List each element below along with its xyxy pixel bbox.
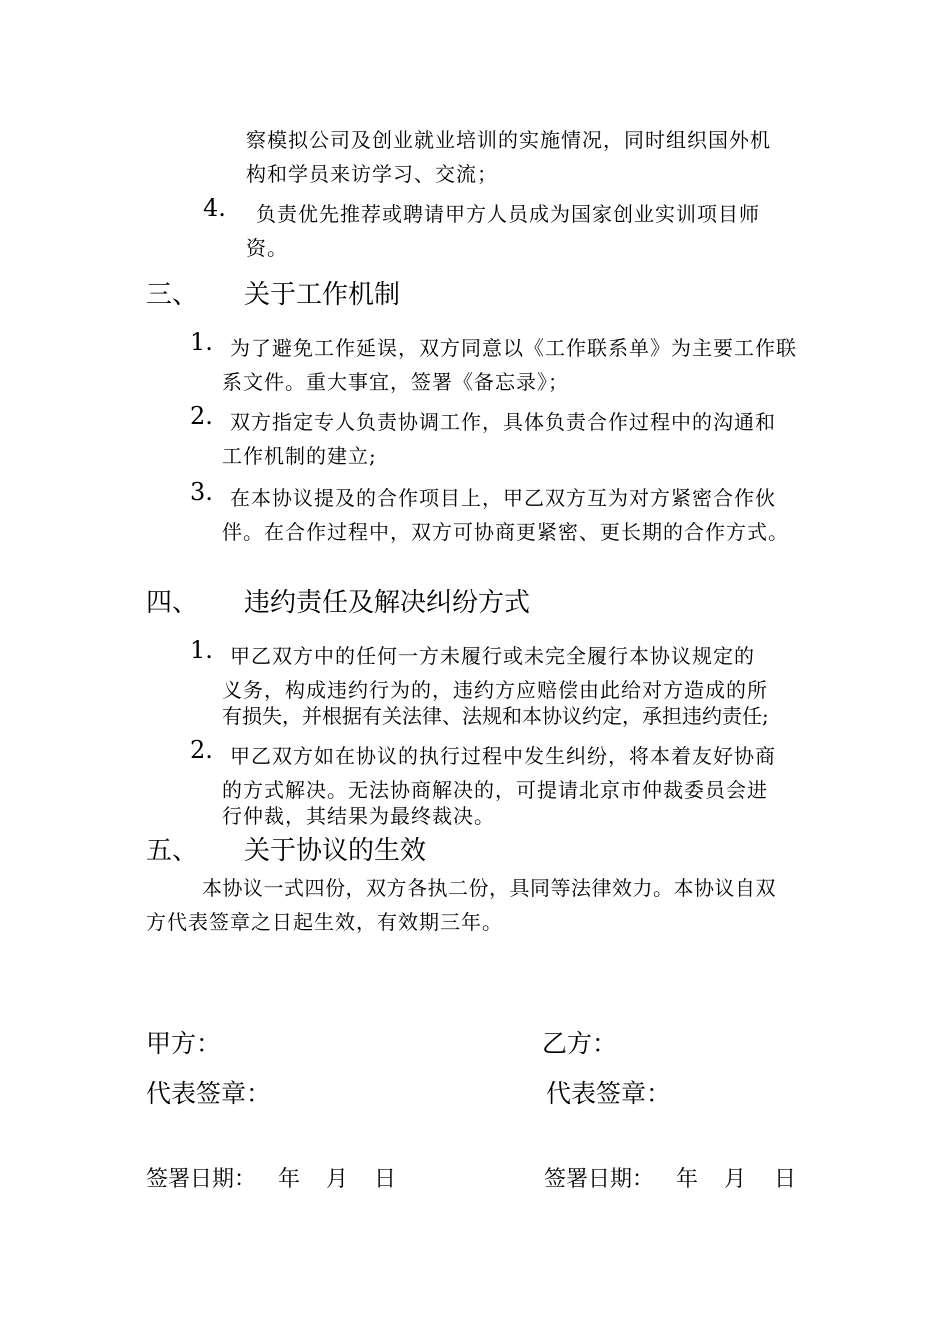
- section-5-line-1: 本协议一式四份，双方各执二份，具同等法律效力。本协议自双: [202, 876, 776, 900]
- s3-item-3-number: 3.: [190, 478, 213, 506]
- date-a-year: 年: [278, 1167, 301, 1192]
- s4-item-2-line-3: 行仲裁，其结果为最终裁决。: [222, 804, 495, 828]
- s4-item-2-number: 2.: [190, 736, 213, 764]
- date-b-month: 月: [724, 1167, 747, 1192]
- section-5-title: 关于协议的生效: [244, 836, 427, 866]
- s4-item-1-line-1: 甲乙双方中的任何一方未履行或未完全履行本协议规定的: [230, 644, 755, 668]
- item-4-line-1: 负责优先推荐或聘请甲方人员成为国家创业实训项目师: [256, 202, 760, 226]
- s3-item-1-line-2: 系文件。重大事宜，签署《备忘录》；: [222, 370, 569, 394]
- s3-item-3-line-1: 在本协议提及的合作项目上，甲乙双方互为对方紧密合作伙: [230, 486, 776, 510]
- signing-date-a-label: 签署日期：: [146, 1167, 257, 1192]
- intro-line-2: 构和学员来访学习、交流；: [246, 162, 498, 186]
- representative-signature-a-label: 代表签章：: [146, 1079, 272, 1108]
- section-4-number: 四、: [146, 588, 199, 618]
- date-b-year: 年: [676, 1167, 699, 1192]
- s3-item-3-line-2: 伴。在合作过程中，双方可协商更紧密、更长期的合作方式。: [222, 520, 789, 544]
- item-4-line-2: 资。: [246, 236, 288, 260]
- date-a-day: 日: [374, 1167, 397, 1192]
- s4-item-1-line-2: 义务，构成违约行为的，违约方应赔偿由此给对方造成的所: [222, 678, 768, 702]
- item-4-number: 4.: [203, 194, 226, 222]
- section-5-number: 五、: [146, 836, 199, 866]
- intro-line-1: 察模拟公司及创业就业培训的实施情况，同时组织国外机: [246, 128, 771, 152]
- s3-item-1-number: 1.: [190, 328, 213, 356]
- s3-item-1-line-1: 为了避免工作延误，双方同意以《工作联系单》为主要工作联: [230, 336, 797, 360]
- signing-date-b-label: 签署日期：: [544, 1167, 655, 1192]
- s4-item-2-line-2: 的方式解决。无法协商解决的，可提请北京市仲裁委员会进: [222, 778, 768, 802]
- party-a-label: 甲方：: [146, 1029, 222, 1058]
- s3-item-2-line-2: 工作机制的建立;: [222, 444, 377, 468]
- s3-item-2-number: 2.: [190, 402, 213, 430]
- s3-item-2-line-1: 双方指定专人负责协调工作，具体负责合作过程中的沟通和: [230, 410, 776, 434]
- party-b-label: 乙方：: [542, 1029, 618, 1058]
- date-b-day: 日: [774, 1167, 797, 1192]
- s4-item-1-line-3: 有损失，并根据有关法律、法规和本协议约定，承担违约责任;: [222, 704, 769, 728]
- representative-signature-b-label: 代表签章：: [546, 1079, 672, 1108]
- s4-item-2-line-1: 甲乙双方如在协议的执行过程中发生纠纷，将本着友好协商: [230, 744, 776, 768]
- section-3-number: 三、: [146, 280, 199, 310]
- date-a-month: 月: [326, 1167, 349, 1192]
- section-3-title: 关于工作机制: [244, 280, 401, 310]
- section-4-title: 违约责任及解决纠纷方式: [244, 588, 531, 618]
- section-5-line-2: 方代表签章之日起生效，有效期三年。: [146, 910, 503, 934]
- s4-item-1-number: 1.: [190, 636, 213, 664]
